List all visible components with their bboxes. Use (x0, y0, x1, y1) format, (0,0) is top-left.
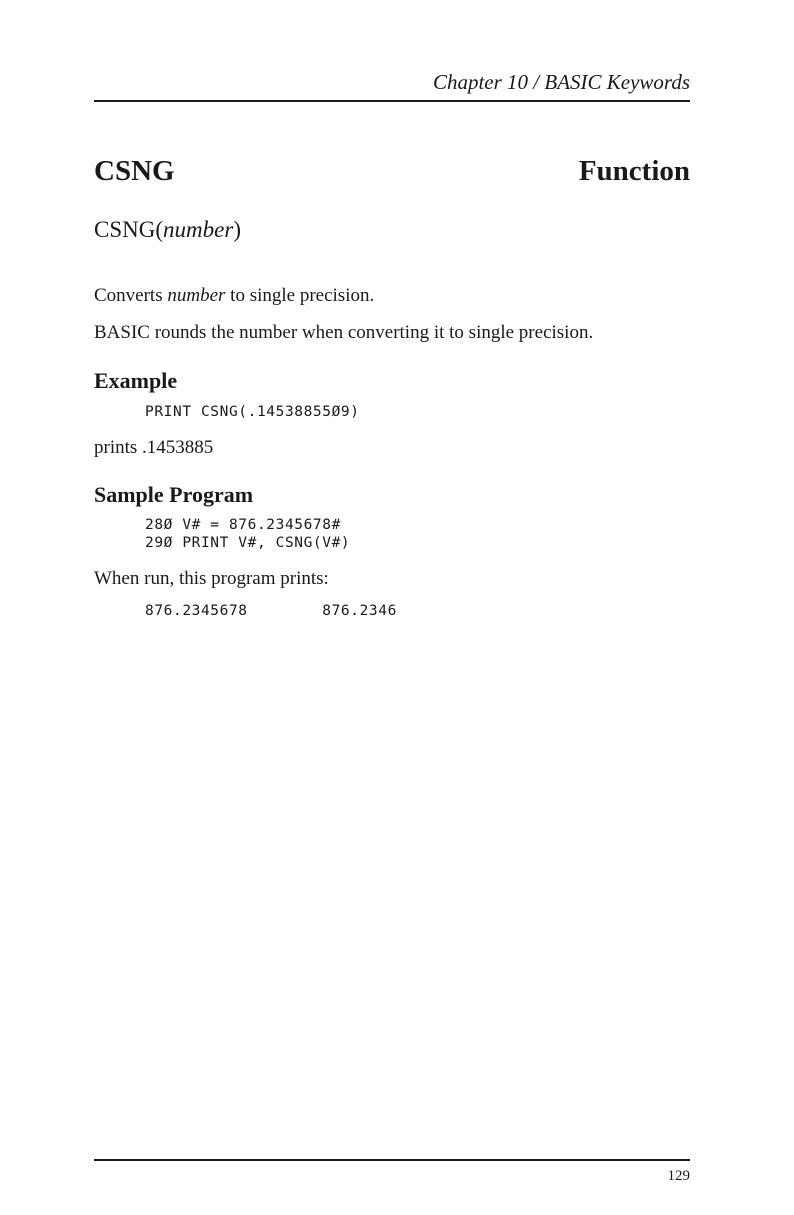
footer-rule (94, 1159, 690, 1161)
p1-text-after: to single precision. (225, 285, 375, 306)
page-number: 129 (667, 1168, 690, 1184)
program-output: 876.2345678 876.2346 (145, 603, 397, 619)
program-line: 28Ø V# = 876.2345678# (145, 517, 341, 533)
example-code: PRINT CSNG(.14538855Ø9) (145, 404, 360, 420)
syntax-keyword: CSNG (94, 217, 156, 242)
program-line: 29Ø PRINT V#, CSNG(V#) (145, 535, 351, 551)
description-paragraph-1 (94, 285, 374, 307)
header-rule (94, 100, 690, 102)
example-result: prints .1453885 (94, 437, 214, 458)
p1-text-before: Converts (94, 285, 168, 306)
keyword-type: Function (578, 155, 690, 187)
description-paragraph-2: BASIC rounds the number when converting it to single precision. (94, 322, 594, 343)
syntax-argument: number (163, 217, 234, 242)
syntax-line (94, 217, 241, 243)
keyword-title: CSNG (94, 155, 175, 187)
example-heading: Example (94, 368, 178, 393)
sample-program-heading: Sample Program (94, 482, 254, 507)
running-head: Chapter 10 / BASIC Keywords (432, 70, 690, 94)
syntax-close-paren: ) (233, 217, 241, 242)
syntax-open-paren: ( (155, 217, 164, 242)
p1-argument: number (167, 285, 226, 306)
run-text: When run, this program prints: (94, 568, 329, 589)
